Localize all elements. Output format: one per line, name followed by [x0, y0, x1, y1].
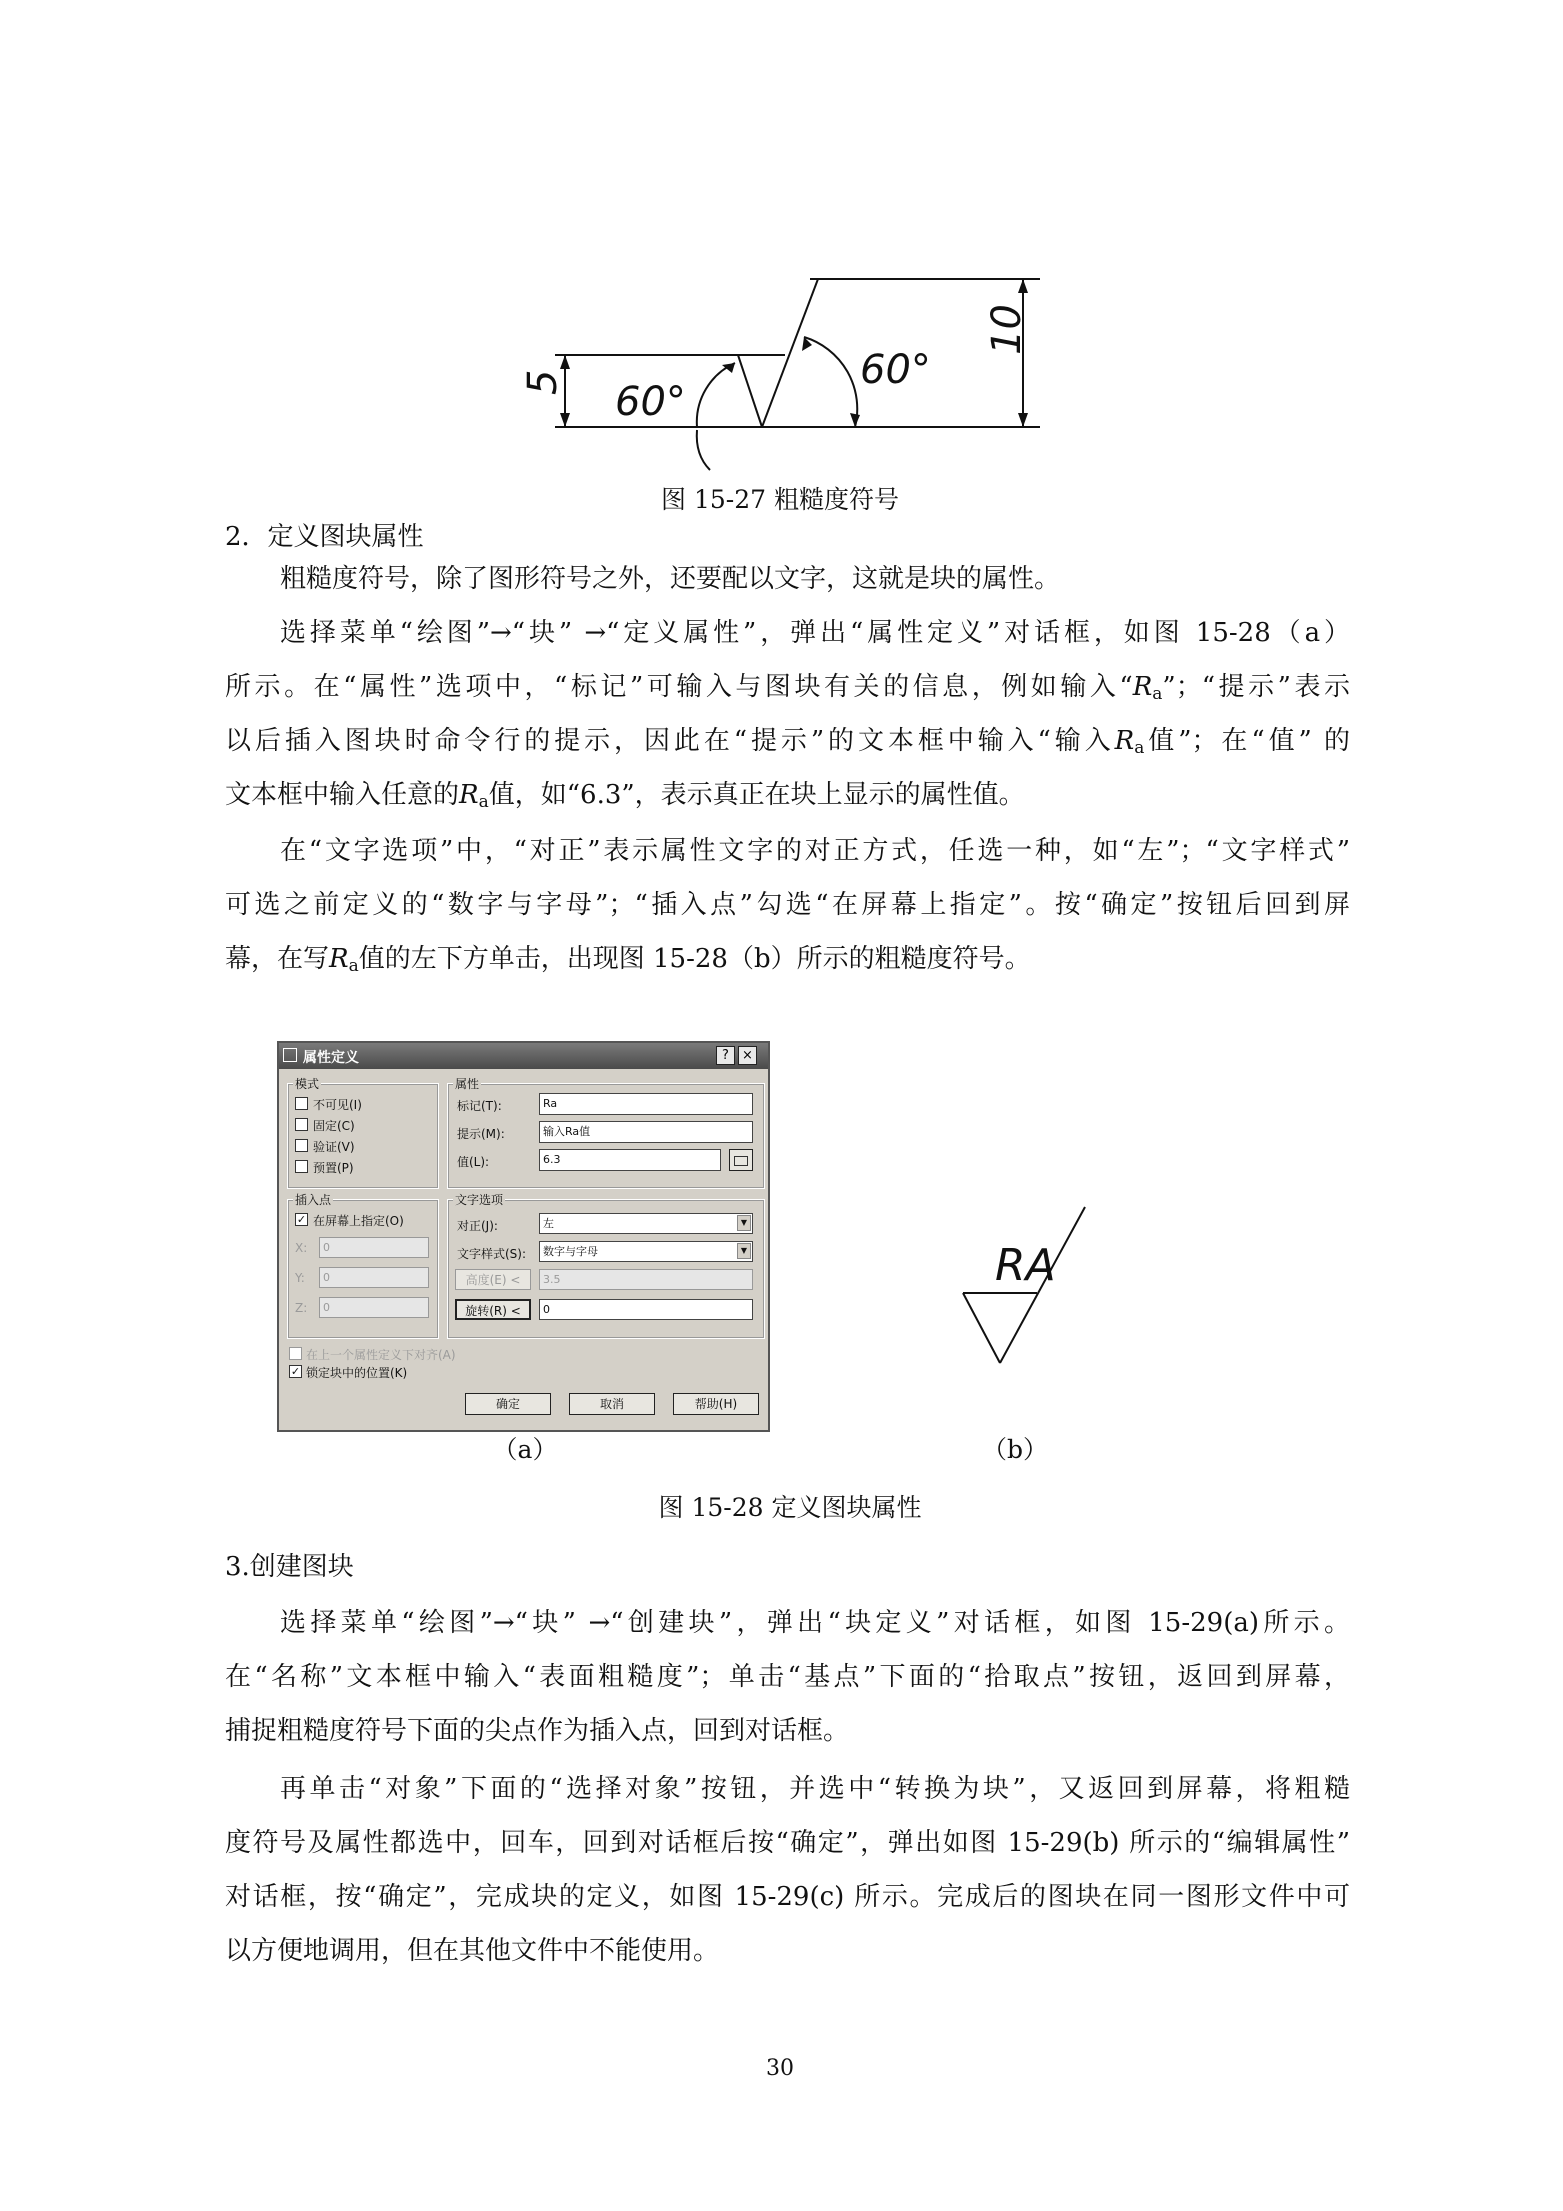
invisible-label: 不可见(I) — [313, 1098, 362, 1112]
text-style-label: 文字样式(S): — [457, 1247, 527, 1261]
rotation-button[interactable]: 旋转(R) < — [455, 1299, 531, 1320]
angle-right: 60° — [860, 347, 931, 393]
tag-input[interactable]: Ra — [539, 1093, 753, 1115]
value-input[interactable]: 6.3 — [539, 1149, 721, 1171]
dim-10: 10 — [984, 304, 1030, 355]
dim-5: 5 — [520, 369, 566, 395]
paragraph-line: 以后插入图块时命令行的提示，因此在“提示”的文本框中输入“输入$R_a$值”；在“值” 的 — [225, 726, 1350, 758]
paragraph-line: 幕，在写$R_a$值的左下方单击，出现图 15-28（b）所示的粗糙度符号。 — [225, 944, 1031, 976]
ok-button[interactable]: 确定 — [465, 1393, 551, 1415]
justify-label: 对正(J): — [457, 1219, 498, 1233]
preset-checkbox[interactable] — [295, 1160, 308, 1173]
section-heading-3: 3.创建图块 — [225, 1552, 354, 1582]
constant-checkbox[interactable] — [295, 1118, 308, 1131]
paragraph-line: 文本框中输入任意的$R_a$值，如“6.3”，表示真正在块上显示的属性值。 — [225, 780, 1025, 812]
preset-label: 预置(P) — [313, 1161, 354, 1175]
attribute-group-label: 属性 — [455, 1077, 480, 1091]
paragraph-line: 度符号及属性都选中，回车，回到对话框后按“确定”，弹出如图 15-29(b) 所示的“编辑属性” — [225, 1828, 1350, 1858]
page-number: 30 — [766, 2056, 794, 2081]
paragraph-line: 选择菜单“绘图”→“块” →“创建块”，弹出“块定义”对话框，如图 15-29(a)所示。 — [280, 1608, 1350, 1638]
specify-on-screen-checkbox[interactable]: ✓ — [296, 1213, 307, 1226]
attribute-definition-dialog — [277, 1041, 770, 1432]
roughness-symbol-figure — [520, 255, 1080, 475]
y-input[interactable]: 0 — [319, 1267, 429, 1288]
figure-caption-15-27: 图 15-27 粗糙度符号 — [661, 485, 899, 514]
invisible-checkbox[interactable] — [295, 1097, 308, 1110]
subfigure-label-a: （a） — [492, 1435, 558, 1464]
paragraph-line: 以方便地调用，但在其他文件中不能使用。 — [225, 1936, 720, 1966]
prompt-label: 提示(M): — [457, 1127, 505, 1141]
height-input[interactable]: 3.5 — [539, 1269, 753, 1290]
ra-text: RA — [995, 1240, 1056, 1291]
close-icon[interactable]: × — [738, 1046, 757, 1065]
app-icon — [283, 1048, 297, 1062]
align-below-checkbox[interactable] — [289, 1347, 302, 1360]
help-icon[interactable]: ? — [716, 1046, 735, 1065]
constant-label: 固定(C) — [313, 1119, 355, 1133]
specify-on-screen-label: 在屏幕上指定(O) — [313, 1214, 404, 1228]
paragraph-line: 在“名称”文本框中输入“表面粗糙度”；单击“基点”下面的“拾取点”按钮，返回到屏幕， — [225, 1662, 1350, 1692]
dialog-title: 属性定义 — [303, 1050, 359, 1066]
mode-group — [287, 1083, 439, 1189]
text-options-group-label: 文字选项 — [455, 1193, 504, 1207]
align-below-label: 在上一个属性定义下对齐(A) — [306, 1348, 456, 1362]
verify-checkbox[interactable] — [295, 1139, 308, 1152]
justify-value: 左 — [543, 1217, 554, 1230]
subfigure-label-b: （b） — [981, 1435, 1048, 1464]
paragraph-line: 在“文字选项”中，“对正”表示属性文字的对正方式，任选一种，如“左”；“文字样式” — [280, 836, 1350, 866]
text-style-select[interactable] — [539, 1241, 753, 1262]
text-style-value: 数字与字母 — [543, 1245, 598, 1258]
angle-left: 60° — [615, 379, 686, 425]
paragraph-line: 选择菜单“绘图”→“块” →“定义属性”，弹出“属性定义”对话框，如图 15-28（a） — [280, 618, 1350, 648]
figure-caption-15-28: 图 15-28 定义图块属性 — [658, 1493, 922, 1522]
z-input[interactable]: 0 — [319, 1297, 429, 1318]
roughness-symbol-ra — [955, 1195, 1105, 1385]
x-input[interactable]: 0 — [319, 1237, 429, 1258]
chevron-down-icon: ▼ — [737, 1215, 751, 1231]
tag-label: 标记(T): — [457, 1099, 502, 1113]
field-icon — [734, 1156, 748, 1166]
section-heading-2: 2．定义图块属性 — [225, 522, 424, 552]
verify-label: 验证(V) — [313, 1140, 355, 1154]
rotation-input[interactable]: 0 — [539, 1299, 753, 1320]
value-label: 值(L): — [457, 1155, 490, 1169]
paragraph-line: 所示。在“属性”选项中，“标记”可输入与图块有关的信息，例如输入“$R_a$”；“提示”表示 — [225, 672, 1350, 704]
x-label: X: — [295, 1241, 308, 1255]
chevron-down-icon: ▼ — [737, 1243, 751, 1259]
paragraph-line: 再单击“对象”下面的“选择对象”按钮，并选中“转换为块”，又返回到屏幕，将粗糙 — [280, 1774, 1350, 1804]
dialog-titlebar — [279, 1043, 768, 1069]
justify-select[interactable] — [539, 1213, 753, 1234]
paragraph-line: 对话框，按“确定”，完成块的定义，如图 15-29(c) 所示。完成后的图块在同一图形文件中可 — [225, 1882, 1350, 1912]
insert-point-group-label: 插入点 — [295, 1193, 332, 1207]
prompt-input[interactable]: 输入Ra值 — [539, 1121, 753, 1143]
lock-position-checkbox[interactable]: ✓ — [290, 1365, 301, 1378]
cancel-button[interactable]: 取消 — [569, 1393, 655, 1415]
lock-position-label: 锁定块中的位置(K) — [306, 1366, 408, 1380]
insert-field-button[interactable] — [729, 1149, 753, 1171]
mode-group-label: 模式 — [295, 1077, 320, 1091]
z-label: Z: — [295, 1301, 308, 1315]
paragraph-line: 捕捉粗糙度符号下面的尖点作为插入点，回到对话框。 — [225, 1716, 850, 1746]
paragraph: 粗糙度符号，除了图形符号之外，还要配以文字，这就是块的属性。 — [280, 564, 1061, 594]
help-button[interactable]: 帮助(H) — [673, 1393, 759, 1415]
height-button[interactable]: 高度(E) < — [455, 1269, 531, 1290]
paragraph-line: 可选之前定义的“数字与字母”；“插入点”勾选“在屏幕上指定”。按“确定”按钮后回到屏 — [225, 890, 1350, 920]
y-label: Y: — [295, 1271, 305, 1285]
